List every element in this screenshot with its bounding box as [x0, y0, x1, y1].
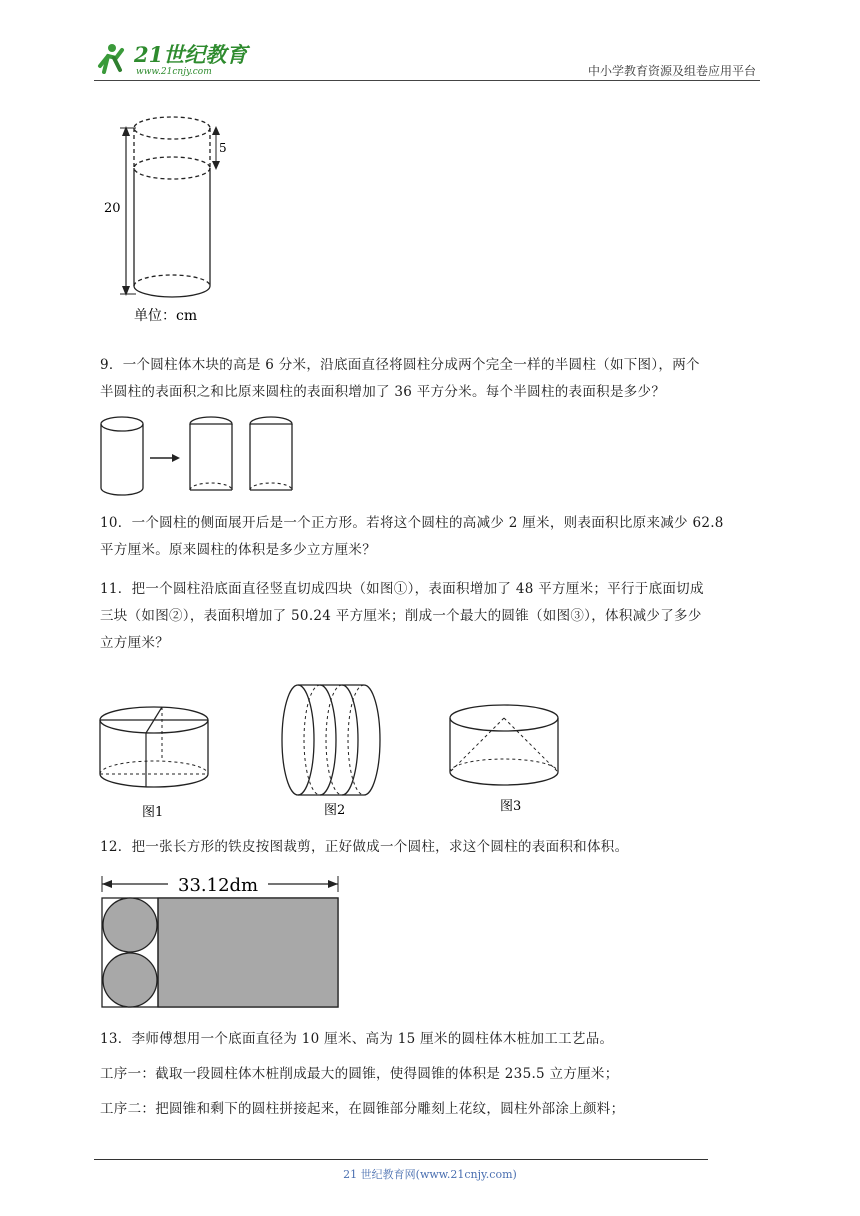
q11-line1: 11．把一个圆柱沿底面直径竖直切成四块（如图①），表面积增加了 48 平方厘米；平行于底面切成	[100, 581, 704, 597]
cut-label: 5	[219, 141, 227, 155]
q12-line1: 12．把一张长方形的铁皮按图裁剪，正好做成一个圆柱，求这个圆柱的表面积和体积。	[100, 839, 629, 855]
figure-half-cylinders	[100, 412, 300, 506]
q11-line3: 立方厘米？	[100, 635, 169, 651]
question-10	[100, 510, 800, 564]
figure-1	[100, 707, 208, 820]
q13-line1: 13．李师傅想用一个底面直径为 10 厘米、高为 15 厘米的圆柱体木桩加工工艺品。	[100, 1031, 614, 1047]
q11-line2: 三块（如图②），表面积增加了 50.24 平方厘米；削成一个最大的圆锥（如图③），体积减少了多少	[100, 608, 702, 624]
question-9	[100, 352, 800, 406]
question-13	[100, 1026, 800, 1123]
unit-label: 单位：cm	[134, 308, 198, 324]
q13-line3: 工序二：把圆锥和剩下的圆柱拼接起来，在圆锥部分雕刻上花纹，圆柱外部涂上颜料；	[100, 1101, 625, 1117]
question-12	[100, 834, 800, 861]
width-label: 33.12dm	[178, 875, 259, 896]
q13-line2: 工序一：截取一段圆柱体木桩削成最大的圆锥，使得圆锥的体积是 235.5 立方厘米；	[100, 1066, 619, 1082]
figure-3	[450, 705, 558, 814]
header-slogan: 中小学教育资源及组卷应用平台	[587, 64, 756, 78]
q10-line1: 10．一个圆柱的侧面展开后是一个正方形。若将这个圆柱的高减少 2 厘米，则表面积比原来减少 62.8	[100, 515, 724, 531]
figure-1-label: 图1	[142, 805, 164, 820]
runner-icon	[100, 44, 122, 72]
logo-text: 21世纪教育	[134, 42, 248, 67]
footer-divider	[94, 1159, 708, 1160]
q9-line2: 半圆柱的表面积之和比原来圆柱的表面积增加了 36 平方分米。每个半圆柱的表面积是多少？	[100, 384, 666, 400]
header-divider	[94, 80, 760, 81]
figure-3-label: 图3	[500, 799, 522, 814]
footer-link[interactable]: 21 世纪教育网(www.21cnjy.com)	[343, 1168, 517, 1181]
figure-cylinder-dimensions	[100, 108, 240, 332]
logo-url: www.21cnjy.com	[136, 67, 212, 77]
site-logo	[94, 36, 264, 78]
height-label: 20	[104, 201, 121, 216]
figure-2-label: 图2	[324, 803, 346, 818]
question-11	[100, 576, 800, 657]
figure-sheet-cut	[98, 872, 348, 1016]
figure-2	[282, 685, 380, 818]
figure-cut-cylinders	[96, 680, 566, 826]
q10-line2: 平方厘米。原来圆柱的体积是多少立方厘米？	[100, 542, 376, 558]
q9-line1: 9．一个圆柱体木块的高是 6 分米，沿底面直径将圆柱分成两个完全一样的半圆柱（如下图），两个	[100, 357, 700, 373]
